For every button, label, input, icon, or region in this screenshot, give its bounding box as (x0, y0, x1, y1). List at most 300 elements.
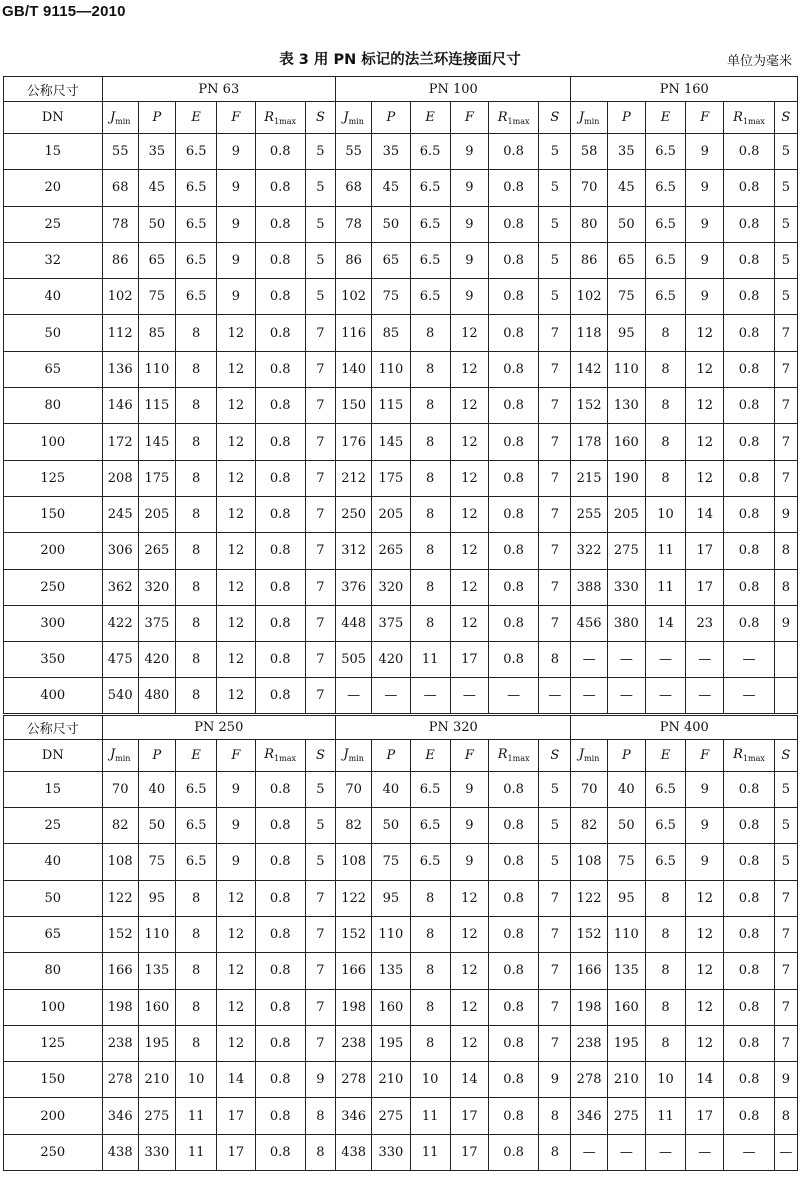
column-header (774, 739, 797, 771)
value-cell: 306 (102, 533, 138, 569)
value-cell: 58 (571, 134, 607, 170)
value-cell: 0.8 (724, 953, 774, 989)
value-cell: 9 (539, 1062, 571, 1098)
value-cell: 9 (217, 170, 255, 206)
value-cell: 5 (774, 170, 797, 206)
value-cell: 7 (539, 424, 571, 460)
value-cell: 0.8 (488, 206, 538, 242)
value-cell: — (488, 678, 538, 714)
value-cell: 8 (774, 1098, 797, 1134)
pressure-group-header: PN 250 (102, 714, 335, 739)
value-cell: 0.8 (488, 844, 538, 880)
dn-cell: 350 (4, 642, 103, 678)
dn-label-header: 公称尺寸 (4, 714, 103, 739)
dn-cell: 400 (4, 678, 103, 714)
value-cell: 166 (336, 953, 372, 989)
value-cell: 198 (336, 989, 372, 1025)
value-cell: 130 (607, 388, 645, 424)
value-cell: 0.8 (255, 315, 305, 351)
value-cell: 7 (305, 916, 335, 952)
value-cell: 110 (607, 351, 645, 387)
value-cell: 9 (774, 605, 797, 641)
dn-cell: 25 (4, 206, 103, 242)
value-cell: 6.5 (176, 844, 217, 880)
value-cell: 12 (450, 953, 488, 989)
value-cell: 12 (217, 496, 255, 532)
value-cell: 8 (645, 315, 685, 351)
value-cell: 9 (450, 844, 488, 880)
dn-cell: 80 (4, 953, 103, 989)
column-symbol: F (464, 747, 474, 763)
dn-label-header: 公称尺寸 (4, 77, 103, 102)
standard-code: GB/T 9115—2010 (2, 3, 126, 20)
value-cell: 23 (686, 605, 724, 641)
value-cell: 14 (450, 1062, 488, 1098)
value-cell: 0.8 (255, 424, 305, 460)
value-cell: 8 (645, 424, 685, 460)
column-symbol: E (425, 110, 435, 125)
column-symbol: E (660, 747, 671, 763)
value-cell: 205 (372, 496, 410, 532)
value-cell: 12 (450, 388, 488, 424)
value-cell: 0.8 (488, 496, 538, 532)
value-cell: 17 (450, 1098, 488, 1134)
value-cell: 0.8 (488, 1062, 538, 1098)
value-cell: 82 (102, 808, 138, 844)
value-cell: 5 (305, 242, 335, 278)
value-cell: 6.5 (410, 279, 450, 315)
value-cell: 7 (774, 953, 797, 989)
value-cell: 17 (686, 569, 724, 605)
value-cell: 480 (138, 678, 175, 714)
value-cell: 8 (410, 953, 450, 989)
value-cell: 35 (138, 134, 175, 170)
value-cell: 9 (217, 808, 255, 844)
column-header-row (4, 102, 798, 134)
value-cell: 116 (336, 315, 372, 351)
column-header (488, 102, 538, 134)
table-row (4, 771, 798, 807)
value-cell: 422 (102, 605, 138, 641)
value-cell: 11 (410, 1098, 450, 1134)
value-cell: — (336, 678, 372, 714)
value-cell: 0.8 (724, 134, 774, 170)
column-symbol: S (550, 747, 560, 763)
value-cell: 5 (774, 206, 797, 242)
value-cell: 70 (571, 170, 607, 206)
value-cell: 0.8 (255, 1025, 305, 1061)
value-cell: 7 (539, 315, 571, 351)
value-cell: 9 (686, 279, 724, 315)
column-symbol: R (264, 747, 275, 763)
value-cell: 5 (774, 134, 797, 170)
unit-note: 单位为毫米 (726, 54, 792, 69)
column-subscript: min (348, 754, 364, 764)
value-cell: 9 (450, 170, 488, 206)
value-cell: 5 (539, 242, 571, 278)
value-cell: 0.8 (255, 388, 305, 424)
value-cell: 0.8 (724, 1025, 774, 1061)
value-cell: 6.5 (410, 808, 450, 844)
value-cell: 0.8 (255, 533, 305, 569)
value-cell: 7 (305, 351, 335, 387)
value-cell: 102 (571, 279, 607, 315)
value-cell: 14 (686, 496, 724, 532)
dn-cell: 40 (4, 844, 103, 880)
value-cell: 12 (686, 460, 724, 496)
value-cell: 35 (607, 134, 645, 170)
value-cell: 10 (645, 496, 685, 532)
value-cell: 7 (774, 916, 797, 952)
value-cell: 0.8 (255, 1062, 305, 1098)
value-cell: — (686, 678, 724, 714)
value-cell: 8 (645, 880, 685, 916)
value-cell: 8 (774, 569, 797, 605)
value-cell: 195 (138, 1025, 175, 1061)
value-cell: 75 (607, 279, 645, 315)
value-cell: 8 (410, 315, 450, 351)
value-cell: 8 (176, 642, 217, 678)
value-cell: 346 (102, 1098, 138, 1134)
value-cell: 6.5 (410, 170, 450, 206)
value-cell: 8 (410, 424, 450, 460)
column-header (724, 739, 774, 771)
column-header (488, 739, 538, 771)
dn-cell: 32 (4, 242, 103, 278)
value-cell: 195 (372, 1025, 410, 1061)
value-cell: 6.5 (410, 771, 450, 807)
column-header (645, 739, 685, 771)
dn-cell: 125 (4, 460, 103, 496)
value-cell: 135 (138, 953, 175, 989)
column-symbol: R (497, 747, 508, 763)
value-cell: 152 (102, 916, 138, 952)
value-cell: 160 (607, 989, 645, 1025)
value-cell: 7 (774, 388, 797, 424)
dn-cell: 25 (4, 808, 103, 844)
value-cell: 9 (217, 206, 255, 242)
table-row (4, 808, 798, 844)
value-cell: 0.8 (724, 880, 774, 916)
value-cell: 122 (336, 880, 372, 916)
value-cell: 75 (138, 844, 175, 880)
value-cell: 0.8 (724, 170, 774, 206)
value-cell: 322 (571, 533, 607, 569)
value-cell: 14 (217, 1062, 255, 1098)
value-cell: 275 (607, 533, 645, 569)
value-cell: 68 (336, 170, 372, 206)
column-header (176, 739, 217, 771)
value-cell: 7 (774, 1025, 797, 1061)
value-cell: 14 (645, 605, 685, 641)
column-subscript: min (115, 116, 131, 126)
value-cell: 346 (336, 1098, 372, 1134)
value-cell: 0.8 (724, 460, 774, 496)
value-cell: 12 (217, 916, 255, 952)
value-cell: 0.8 (255, 771, 305, 807)
dn-cell: 100 (4, 424, 103, 460)
value-cell: 136 (102, 351, 138, 387)
value-cell: 255 (571, 496, 607, 532)
value-cell: 320 (138, 569, 175, 605)
pressure-group-header: PN 100 (336, 77, 571, 102)
value-cell: 160 (372, 989, 410, 1025)
value-cell: 540 (102, 678, 138, 714)
value-cell: 205 (138, 496, 175, 532)
table-row (4, 916, 798, 952)
value-cell: 8 (410, 880, 450, 916)
value-cell: 238 (336, 1025, 372, 1061)
value-cell: 11 (176, 1098, 217, 1134)
value-cell: 5 (305, 279, 335, 315)
value-cell: 12 (686, 953, 724, 989)
column-header (571, 739, 607, 771)
value-cell: 0.8 (255, 242, 305, 278)
value-cell: 11 (645, 533, 685, 569)
column-header (686, 739, 724, 771)
value-cell: 388 (571, 569, 607, 605)
value-cell: 8 (410, 989, 450, 1025)
value-cell: 12 (450, 605, 488, 641)
value-cell: 0.8 (255, 844, 305, 880)
value-cell: 8 (176, 605, 217, 641)
value-cell: 6.5 (645, 844, 685, 880)
column-symbol: F (231, 747, 241, 763)
value-cell: — (686, 642, 724, 678)
value-cell: — (571, 678, 607, 714)
value-cell: 265 (138, 533, 175, 569)
column-symbol: E (660, 110, 671, 125)
value-cell: 0.8 (488, 279, 538, 315)
value-cell: 330 (372, 1134, 410, 1170)
column-subscript: min (584, 754, 600, 764)
value-cell: 7 (774, 989, 797, 1025)
value-cell: 438 (102, 1134, 138, 1170)
value-cell: 0.8 (488, 569, 538, 605)
column-header (138, 739, 175, 771)
column-header (305, 739, 335, 771)
column-header (686, 102, 724, 134)
value-cell: 6.5 (176, 206, 217, 242)
value-cell: 8 (176, 953, 217, 989)
value-cell: 50 (607, 206, 645, 242)
value-cell: 122 (571, 880, 607, 916)
value-cell: 145 (372, 424, 410, 460)
value-cell: 0.8 (724, 315, 774, 351)
value-cell: 14 (686, 1062, 724, 1098)
value-cell: 12 (217, 533, 255, 569)
table-row (4, 1134, 798, 1170)
value-cell: 265 (372, 533, 410, 569)
value-cell: 0.8 (724, 1098, 774, 1134)
value-cell: 95 (607, 880, 645, 916)
value-cell: 0.8 (255, 605, 305, 641)
table-row (4, 569, 798, 605)
value-cell: 456 (571, 605, 607, 641)
value-cell: 6.5 (645, 808, 685, 844)
column-header (217, 102, 255, 134)
table-row (4, 533, 798, 569)
value-cell: 275 (607, 1098, 645, 1134)
table-row (4, 351, 798, 387)
value-cell: — (645, 678, 685, 714)
dn-cell: 65 (4, 351, 103, 387)
value-cell: 166 (571, 953, 607, 989)
value-cell: 0.8 (255, 206, 305, 242)
table-row (4, 605, 798, 641)
value-cell: 9 (686, 242, 724, 278)
value-cell: 198 (102, 989, 138, 1025)
value-cell: 12 (450, 424, 488, 460)
value-cell: 12 (686, 1025, 724, 1061)
value-cell: 7 (774, 315, 797, 351)
column-symbol: E (191, 747, 201, 763)
value-cell: 160 (607, 424, 645, 460)
value-cell: 150 (336, 388, 372, 424)
value-cell: 75 (138, 279, 175, 315)
header-row (4, 714, 798, 739)
value-cell: 5 (774, 771, 797, 807)
column-header (255, 739, 305, 771)
table-row (4, 844, 798, 880)
value-cell: 12 (686, 916, 724, 952)
value-cell: 5 (774, 808, 797, 844)
value-cell: 108 (336, 844, 372, 880)
value-cell: 55 (102, 134, 138, 170)
value-cell: 215 (571, 460, 607, 496)
column-symbol: S (550, 110, 560, 125)
value-cell: 45 (372, 170, 410, 206)
column-symbol: J (343, 747, 349, 763)
column-symbol: P (621, 110, 631, 125)
value-cell: 7 (305, 605, 335, 641)
value-cell: 5 (539, 134, 571, 170)
value-cell: 6.5 (645, 771, 685, 807)
dn-cell: 50 (4, 315, 103, 351)
value-cell: 7 (305, 880, 335, 916)
pressure-group-header: PN 63 (102, 77, 335, 102)
value-cell: 12 (450, 351, 488, 387)
value-cell: 6.5 (176, 771, 217, 807)
column-symbol: F (700, 747, 710, 763)
value-cell: 0.8 (488, 170, 538, 206)
value-cell: 0.8 (488, 533, 538, 569)
value-cell: 6.5 (176, 242, 217, 278)
value-cell: 8 (176, 496, 217, 532)
value-cell: 9 (217, 844, 255, 880)
value-cell: 12 (686, 989, 724, 1025)
value-cell: 195 (607, 1025, 645, 1061)
value-cell: 7 (539, 989, 571, 1025)
column-symbol: R (733, 109, 743, 125)
column-header (607, 102, 645, 134)
value-cell: 6.5 (410, 134, 450, 170)
value-cell: 0.8 (255, 1134, 305, 1170)
value-cell: 0.8 (255, 460, 305, 496)
value-cell: 9 (450, 206, 488, 242)
value-cell: 205 (607, 496, 645, 532)
value-cell: 12 (450, 496, 488, 532)
value-cell: — (724, 1134, 774, 1170)
value-cell: 0.8 (255, 953, 305, 989)
value-cell: 12 (686, 388, 724, 424)
value-cell: — (571, 1134, 607, 1170)
value-cell: 0.8 (724, 533, 774, 569)
value-cell: 8 (539, 1098, 571, 1134)
value-cell: 160 (138, 989, 175, 1025)
value-cell: 0.8 (255, 678, 305, 714)
value-cell: 362 (102, 569, 138, 605)
column-subscript: 1max (274, 754, 297, 764)
value-cell: 375 (372, 605, 410, 641)
value-cell: 0.8 (255, 170, 305, 206)
value-cell: 9 (217, 279, 255, 315)
value-cell: 17 (217, 1134, 255, 1170)
value-cell: 0.8 (255, 880, 305, 916)
value-cell: 6.5 (645, 242, 685, 278)
value-cell: 0.8 (488, 808, 538, 844)
column-subscript: 1max (507, 754, 530, 764)
value-cell: 12 (217, 953, 255, 989)
column-header (571, 102, 607, 134)
value-cell: 210 (607, 1062, 645, 1098)
pressure-group-header: PN 320 (336, 714, 571, 739)
value-cell: 210 (372, 1062, 410, 1098)
value-cell: 12 (217, 989, 255, 1025)
value-cell: 86 (571, 242, 607, 278)
column-subscript: 1max (742, 116, 765, 126)
value-cell: 0.8 (724, 844, 774, 880)
value-cell: 70 (102, 771, 138, 807)
flange-ring-joint-table (3, 76, 798, 1171)
value-cell: — (410, 678, 450, 714)
value-cell: 11 (410, 1134, 450, 1170)
value-cell: 376 (336, 569, 372, 605)
value-cell: 142 (571, 351, 607, 387)
table-row (4, 279, 798, 315)
value-cell: — (571, 642, 607, 678)
value-cell: 275 (372, 1098, 410, 1134)
value-cell: 115 (138, 388, 175, 424)
value-cell: 175 (372, 460, 410, 496)
column-header (724, 102, 774, 134)
dn-sub-header: DN (4, 102, 103, 134)
column-header (372, 739, 410, 771)
value-cell: 0.8 (255, 1098, 305, 1134)
value-cell: — (607, 678, 645, 714)
value-cell: 8 (410, 388, 450, 424)
value-cell: 475 (102, 642, 138, 678)
value-cell: 7 (539, 460, 571, 496)
value-cell: 12 (217, 424, 255, 460)
value-cell: 5 (539, 771, 571, 807)
column-symbol: J (109, 747, 116, 763)
value-cell: 0.8 (488, 916, 538, 952)
table-row (4, 134, 798, 170)
table-row (4, 1062, 798, 1098)
value-cell: 12 (217, 642, 255, 678)
value-cell: 12 (450, 989, 488, 1025)
header-row (4, 77, 798, 102)
value-cell: 7 (305, 496, 335, 532)
dn-cell: 15 (4, 134, 103, 170)
value-cell: 0.8 (488, 351, 538, 387)
table-row (4, 989, 798, 1025)
value-cell: 8 (410, 496, 450, 532)
table-row (4, 642, 798, 678)
column-header (305, 102, 335, 134)
value-cell: 8 (176, 388, 217, 424)
